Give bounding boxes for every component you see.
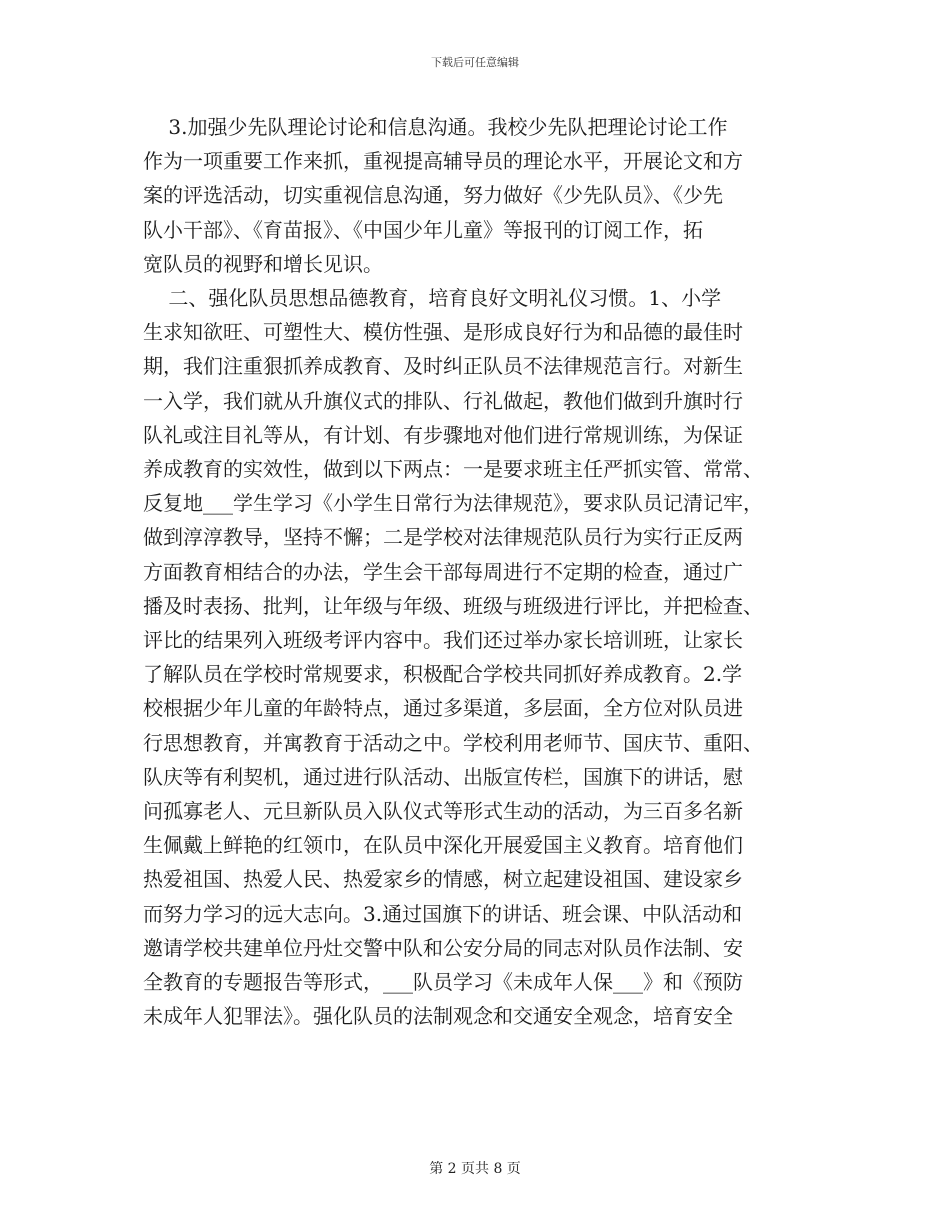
text-line: 3.加强少先队理论讨论和信息沟通。我校少先队把理论讨论工作 <box>143 115 728 139</box>
text-line: 校根据少年儿童的年龄特点，通过多渠道，多层面，全方位对队员进 <box>143 696 743 721</box>
text-line: 一入学，我们就从升旗仪式的排队、行礼做起，教他们做到升旗时行 <box>143 388 743 413</box>
text-line: 生求知欲旺、可塑性大、模仿性强、是形成良好行为和品德的最佳时 <box>143 320 743 345</box>
document-body <box>143 110 813 1033</box>
text-line: 宽队员的视野和增长见识。 <box>143 251 383 276</box>
text-line: 问孤寡老人、元旦新队员入队仪式等形式生动的活动，为三百多名新 <box>143 799 743 824</box>
text-line: 了解队员在学校时常规要求，积极配合学校共同抓好养成教育。2.学 <box>143 662 743 687</box>
text-line: 养成教育的实效性，做到以下两点：一是要求班主任严抓实管、常常、 <box>143 457 763 482</box>
text-line: 热爱祖国、热爱人民、热爱家乡的情感，树立起建设祖国、建设家乡 <box>143 867 743 892</box>
text-line: 案的评选活动，切实重视信息沟通，努力做好《少先队员》、《少先 <box>143 183 723 208</box>
page-header: 下载后可任意编辑 <box>431 56 519 69</box>
paragraph-1 <box>143 110 813 281</box>
text-line: 期，我们注重狠抓养成教育、及时纠正队员不法律规范言行。对新生 <box>143 354 743 379</box>
text-line: 全教育的专题报告等形式，___队员学习《未成年人保___》和《预防 <box>143 970 743 995</box>
text-line: 评比的结果列入班级考评内容中。我们还过举办家长培训班，让家长 <box>143 628 743 653</box>
text-line: 方面教育相结合的办法，学生会干部每周进行不定期的检查，通过广 <box>143 559 743 584</box>
text-line: 而努力学习的远大志向。3.通过国旗下的讲话、班会课、中队活动和 <box>143 901 743 926</box>
text-line: 队庆等有利契机，通过进行队活动、出版宣传栏，国旗下的讲话，慰 <box>143 764 743 789</box>
text-line: 队小干部》、《育苗报》、《中国少年儿童》等报刊的订阅工作，拓 <box>143 217 703 242</box>
text-line: 做到淳淳教导，坚持不懈；二是学校对法律规范队员行为实行正反两 <box>143 525 743 550</box>
text-line: 队礼或注目礼等从，有计划、有步骤地对他们进行常规训练，为保证 <box>143 422 743 447</box>
page-footer: 第 2 页共 8 页 <box>429 1161 521 1177</box>
text-line: 播及时表扬、批判，让年级与年级、班级与班级进行评比，并把检查、 <box>143 593 763 618</box>
text-line: 邀请学校共建单位丹灶交警中队和公安分局的同志对队员作法制、安 <box>143 935 743 960</box>
text-line: 行思想教育，并寓教育于活动之中。学校利用老师节、国庆节、重阳、 <box>143 730 763 755</box>
text-line: 生佩戴上鲜艳的红领巾，在队员中深化开展爱国主义教育。培育他们 <box>143 833 743 858</box>
text-line: 二、强化队员思想品德教育，培育良好文明礼仪习惯。1、小学 <box>143 286 722 311</box>
text-line: 反复地___学生学习《小学生日常行为法律规范》，要求队员记清记牢， <box>143 491 763 516</box>
paragraph-2 <box>143 281 813 1033</box>
text-line: 作为一项重要工作来抓，重视提高辅导员的理论水平，开展论文和方 <box>143 149 743 174</box>
text-line: 未成年人犯罪法》。强化队员的法制观念和交通安全观念，培育安全 <box>143 1004 733 1029</box>
